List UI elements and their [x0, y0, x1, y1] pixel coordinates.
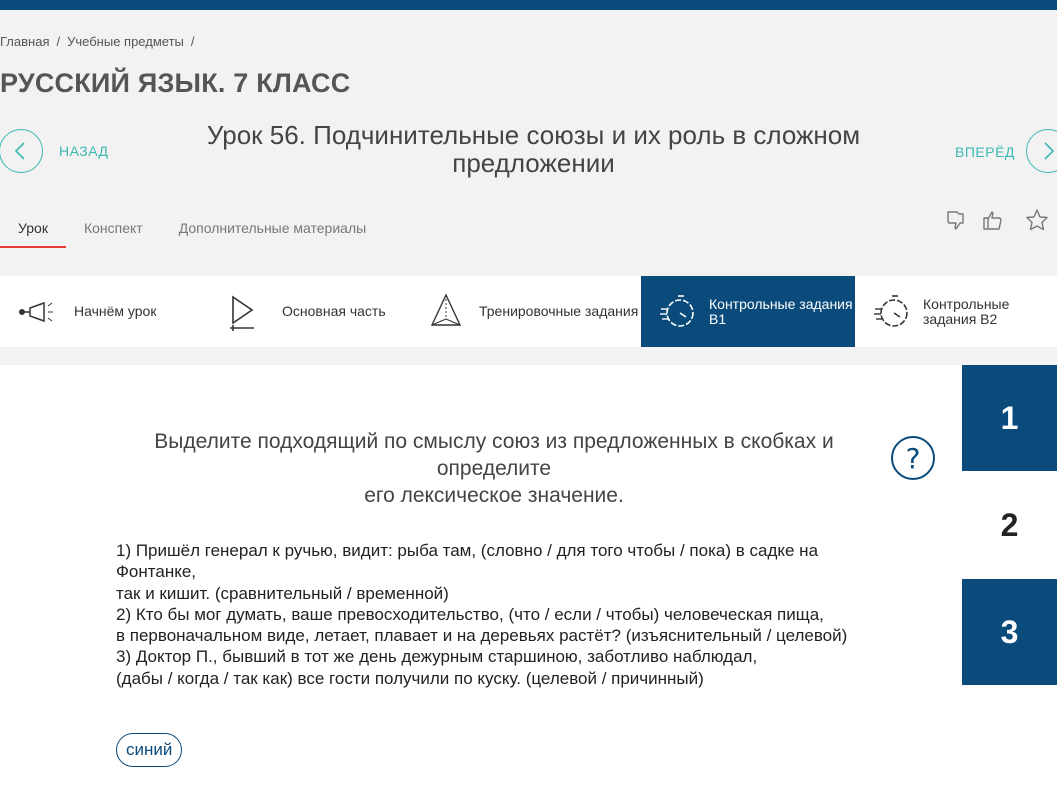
- breadcrumb-home[interactable]: Главная: [0, 34, 50, 49]
- lesson-header: [0, 10, 1057, 276]
- task-line: 3) Доктор П., бывший в тот же день дежурным старшиною, заботливо наблюдал,: [116, 647, 758, 667]
- task-line: Фонтанке,: [116, 562, 197, 582]
- step-control-b1[interactable]: [641, 276, 855, 347]
- step-label: Контрольные задания В2: [923, 295, 1010, 327]
- task-line: 1) Пришёл генерал к ручью, видит: рыба там, (словно / для того чтобы / пока) в садке на: [116, 541, 819, 560]
- next-lesson-button[interactable]: [1026, 129, 1057, 173]
- question-line: Выделите подходящий по смыслу союз из предложенных в скобках и: [154, 430, 834, 453]
- lesson-steps: [0, 276, 1057, 347]
- task-line: так и кишит. (сравнительный / временной): [116, 583, 449, 603]
- prev-lesson-button[interactable]: [0, 129, 43, 173]
- question-line: его лексическое значение.: [364, 484, 624, 507]
- task-question: [110, 428, 878, 509]
- step-start[interactable]: [0, 276, 212, 347]
- lesson-subtabs: [0, 220, 384, 248]
- step-label: Начнём урок: [74, 303, 157, 319]
- task-button-2[interactable]: 2: [962, 472, 1057, 578]
- stopwatch-icon: [659, 293, 697, 331]
- step-label: Тренировочные задания: [479, 303, 639, 319]
- stopwatch-icon: [873, 293, 911, 331]
- step-main[interactable]: [212, 276, 425, 347]
- play-icon: [226, 293, 264, 331]
- step-label: Основная часть: [282, 303, 386, 319]
- task-button-3[interactable]: 3: [962, 579, 1057, 685]
- breadcrumb-separator: /: [190, 34, 195, 49]
- breadcrumb: [0, 34, 195, 49]
- task-body: [116, 540, 916, 689]
- chevron-left-icon: [13, 141, 29, 161]
- breadcrumb-separator: /: [56, 34, 61, 49]
- next-lesson-label[interactable]: ВПЕРЁД: [955, 144, 1015, 160]
- top-bar: [0, 0, 1057, 10]
- pyramid-icon: [427, 293, 465, 331]
- course-title: РУССКИЙ ЯЗЫК. 7 КЛАСС: [0, 68, 351, 98]
- chevron-right-icon: [1040, 141, 1056, 161]
- task-navigation: [962, 365, 1057, 686]
- step-training[interactable]: [425, 276, 641, 347]
- step-label: Контрольные задания В1: [709, 295, 853, 327]
- help-icon[interactable]: ?: [891, 436, 935, 480]
- breadcrumb-subjects[interactable]: Учебные предметы: [67, 34, 184, 49]
- lesson-actions: [945, 208, 1049, 232]
- thumbs-down-icon[interactable]: [945, 208, 969, 232]
- task-line: (дабы / когда / так как) все гости получили по куску. (целевой / причинный): [116, 668, 704, 688]
- section-divider: [0, 347, 1057, 365]
- step-control-b2[interactable]: [855, 276, 1057, 347]
- star-icon[interactable]: [1025, 208, 1049, 232]
- question-line: определите: [436, 457, 552, 480]
- tab-lesson[interactable]: Урок: [0, 220, 66, 248]
- task-line: в первоначальном виде, летает, плавает и на деревьях растёт? (изъяснительный / целевой): [116, 626, 848, 646]
- answer-chip[interactable]: синий: [116, 733, 182, 767]
- task-button-1[interactable]: 1: [962, 365, 1057, 471]
- thumbs-up-icon[interactable]: [981, 208, 1005, 232]
- tab-extra-materials[interactable]: Дополнительные материалы: [178, 220, 367, 236]
- task-line: 2) Кто бы мог думать, ваше превосходительство, (что / если / чтобы) человеческая пища,: [116, 604, 824, 624]
- tab-summary[interactable]: Конспект: [83, 220, 143, 236]
- lesson-title: Урок 56. Подчинительные союзы и их роль в сложном предложении: [206, 120, 861, 178]
- megaphone-icon: [18, 293, 56, 331]
- prev-lesson-label[interactable]: НАЗАД: [59, 143, 109, 159]
